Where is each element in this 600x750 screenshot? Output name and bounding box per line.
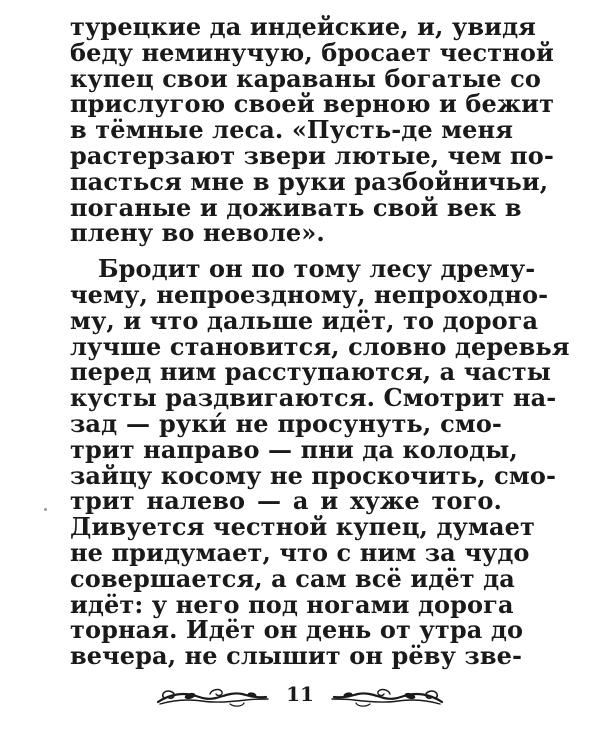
text-line: купец свои караваны богатые со — [70, 63, 541, 93]
text-line: пасться мне в руки разбойничьи, — [70, 166, 549, 196]
text-line: вечера, не слышит он рёву зве- — [70, 641, 523, 671]
text-line: идёт: у него под ногами дорога — [70, 589, 514, 619]
text-line: Дивуется честной купец, думает — [70, 512, 535, 542]
text-line: в тёмные леса. «Пусть-де меня — [70, 115, 514, 145]
text-line: Бродит он по тому лесу дрему- — [98, 254, 536, 284]
text-line: трит направо — пни да колоды, — [70, 434, 518, 464]
text-line: прислугою своей верною и бежит — [70, 89, 555, 119]
text-line: растерзают звери лютые, чем по- — [70, 140, 554, 170]
text-line: турецкие да индейские, и, увидя — [70, 12, 537, 41]
text-line: трит налево — а и хуже того. — [70, 486, 502, 516]
scan-speck — [44, 508, 47, 511]
text-line: зайцу косому не проскочить, смо- — [70, 460, 557, 490]
text-line: лучше становится, словно деревья — [70, 331, 570, 361]
paragraph-1 — [70, 12, 555, 248]
text-line: поганые и доживать свой век в — [70, 192, 522, 222]
text-line: беду неминучую, бросает честной — [70, 37, 554, 67]
book-page-text — [70, 12, 570, 671]
text-line: торная. Идёт он день от утра до — [70, 615, 524, 645]
text-line: плену во неволе». — [70, 218, 325, 248]
text-line: кусты раздвигаются. Смотрит на- — [70, 383, 557, 413]
text-line: совершается, а сам всё идёт да — [70, 563, 515, 593]
page-footer — [150, 680, 450, 710]
text-line: не придумает, что с ним за чудо — [70, 537, 530, 567]
paragraph-2 — [70, 254, 570, 671]
page-number: 11 — [286, 682, 314, 706]
text-line: зад — руки́ не просунуть, смо- — [70, 408, 502, 438]
text-line: му, и что дальше идёт, то дорога — [70, 305, 539, 335]
text-line: перед ним расступаются, а часты — [70, 357, 551, 387]
text-line: чему, непроездному, непроходно- — [70, 279, 549, 309]
